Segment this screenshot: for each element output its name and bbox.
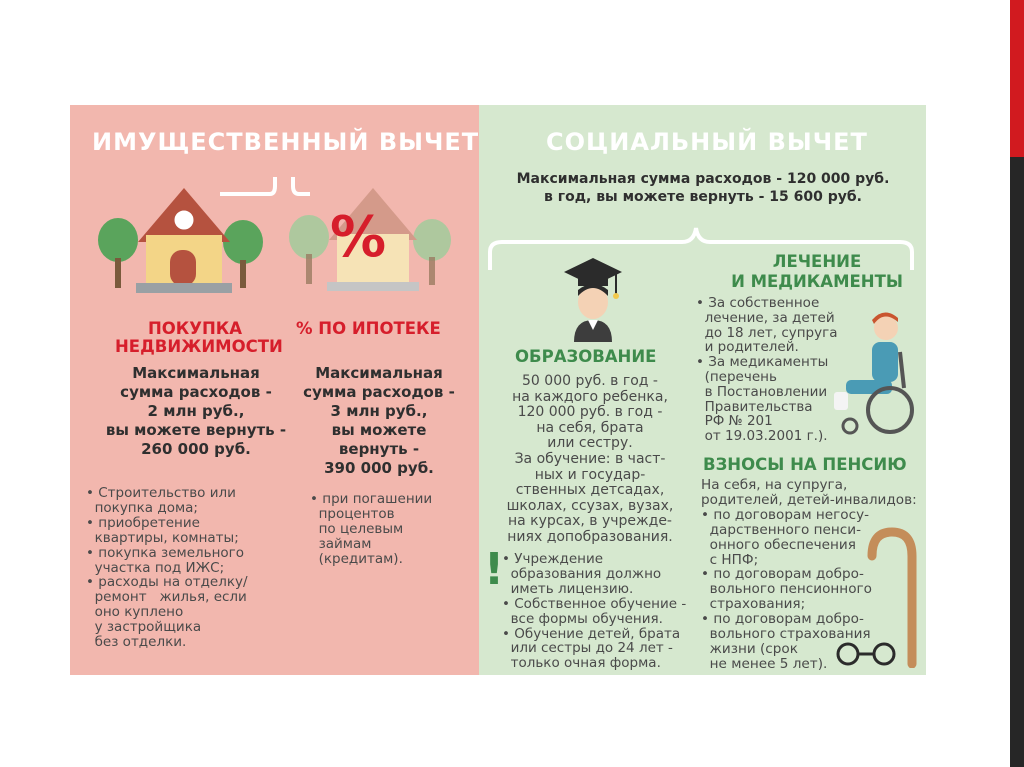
social-deduction-title: СОЦИАЛЬНЫЙ ВЫЧЕТ xyxy=(546,128,868,156)
purchase-list: • Строительство или покупка дома; • приобретение квартиры, комнаты; • покупка земельного участка под ИЖС; • расходы на отделку/ ремонт жилья, если оно куплено у застройщика без отделки. xyxy=(86,485,248,651)
education-heading: ОБРАЗОВАНИЕ xyxy=(515,347,657,366)
mortgage-amount: Максимальная сумма расходов - 3 млн руб., вы можете вернуть - 390 000 руб. xyxy=(303,364,455,477)
percent-sign: % xyxy=(330,205,387,270)
slide-accent-bar-dark xyxy=(1010,157,1024,767)
purchase-heading: ПОКУПКА НЕДВИЖИМОСТИ xyxy=(115,319,283,356)
social-summary: Максимальная сумма расходов - 120 000 руб. в год, вы можете вернуть - 15 600 руб. xyxy=(516,171,890,205)
house-icon xyxy=(96,180,271,300)
mortgage-list: • при погашении процентов по целевым займам (кредитам). xyxy=(310,491,433,567)
exclamation-icon: ! xyxy=(484,544,505,595)
medical-text: • За собственное лечение, за детей до 18 лет, супруга и родителей. • За медикаменты (перечень в Постановлении Правительства РФ № 201 от 19.03.2001 г.). xyxy=(696,295,838,445)
glasses-icon xyxy=(832,640,902,668)
pension-text: На себя, на супруга, родителей, детей-инвалидов: • по договорам негосу- дарственного пенси- онного обеспечения с НПФ; • по договорам добро- вольного пенсионного страхования; • по договорам добро- вольного страхования жизни (срок не менее 5 лет). xyxy=(701,477,917,672)
slide-accent-bar-red xyxy=(1010,0,1024,157)
property-deduction-title: ИМУЩЕСТВЕННЫЙ ВЫЧЕТ xyxy=(92,128,480,156)
medical-heading: ЛЕЧЕНИЕ И МЕДИКАМЕНТЫ xyxy=(731,252,903,291)
education-text: 50 000 руб. в год - на каждого ребенка, 120 000 руб. в год - на себя, брата или сестру. За обучение: в част- ных и государ- ственных детсадах, школах, ссузах, вузах, на курсах, в учрежде- ниях допобразования. xyxy=(506,373,674,545)
purchase-amount: Максимальная сумма расходов - 2 млн руб., вы можете вернуть - 260 000 руб. xyxy=(105,364,287,458)
mortgage-heading: % ПО ИПОТЕКЕ xyxy=(296,319,441,338)
graduate-icon xyxy=(560,250,626,342)
wheelchair-person-icon xyxy=(826,312,916,440)
education-conditions: • Учреждение образования должно иметь лицензию. • Собственное обучение - все формы обучения. • Обучение детей, брата или сестры до 24 лет - только очная форма. xyxy=(502,551,687,672)
pension-heading: ВЗНОСЫ НА ПЕНСИЮ xyxy=(703,455,907,474)
